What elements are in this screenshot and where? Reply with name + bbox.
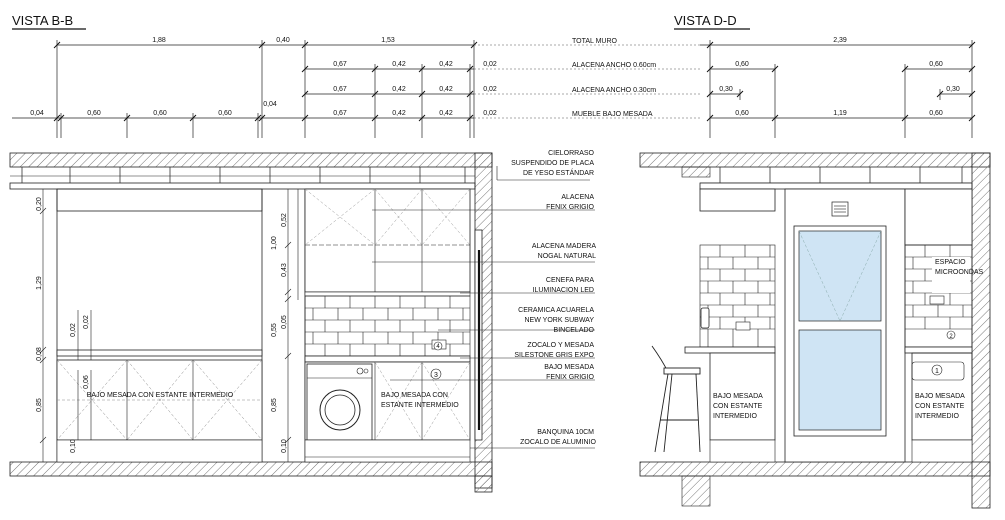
dim-r-r3-b: 0,30 — [946, 86, 960, 93]
svg-text:DE YESO ESTÁNDAR: DE YESO ESTÁNDAR — [522, 170, 594, 177]
dim-1-88: 1,88 — [152, 37, 166, 44]
dim-r4-a: 0,04 — [30, 110, 44, 117]
svg-text:1,00: 1,00 — [271, 236, 278, 250]
dim-r4-g: 0,42 — [392, 110, 406, 117]
label-microwave-1: ESPACIO — [935, 259, 966, 266]
dim-r3-c: 0,42 — [439, 86, 453, 93]
countertop-left — [57, 350, 262, 356]
svg-text:0,55: 0,55 — [271, 323, 278, 337]
countertop-mid — [305, 356, 470, 362]
label-mid-base-2: ESTANTE INTERMEDIO — [381, 402, 459, 409]
dim-r4-b: 0,60 — [87, 110, 101, 117]
svg-text:FENIX GRIGIO: FENIX GRIGIO — [546, 374, 594, 381]
title-vista-bb: VISTA B-B — [12, 13, 74, 28]
dim-r3-a: 0,67 — [333, 86, 347, 93]
svg-text:0,85: 0,85 — [36, 398, 43, 412]
annotations — [511, 150, 596, 446]
svg-text:ALACENA: ALACENA — [561, 194, 594, 201]
dim-2-39: 2,39 — [833, 37, 847, 44]
label-mid-base-1: BAJO MESADA CON — [381, 392, 448, 399]
svg-text:0,02: 0,02 — [70, 323, 77, 337]
svg-text:0,20: 0,20 — [36, 197, 43, 211]
svg-text:0,06: 0,06 — [83, 375, 90, 389]
marker-3: 3 — [434, 372, 438, 379]
glass-panel-bottom — [799, 330, 881, 430]
svg-text:CON ESTANTE: CON ESTANTE — [915, 403, 965, 410]
ceiling-slab-left — [10, 153, 492, 167]
phone-icon — [701, 308, 709, 328]
subway-tiles-right-a — [700, 245, 775, 347]
dim-r-r4-b: 1,19 — [833, 110, 847, 117]
upper-cabinet — [305, 189, 470, 292]
svg-text:BANQUINA 10CM: BANQUINA 10CM — [537, 429, 594, 436]
svg-text:BINCELADO: BINCELADO — [553, 327, 594, 334]
bar-stool — [652, 346, 700, 452]
svg-text:0,08: 0,08 — [36, 347, 43, 361]
label-right-base-a — [713, 393, 763, 420]
svg-text:0,05: 0,05 — [281, 315, 288, 329]
dim-r4-f: 0,67 — [333, 110, 347, 117]
svg-text:CON ESTANTE: CON ESTANTE — [713, 403, 763, 410]
dim-1-53: 1,53 — [381, 37, 395, 44]
ceiling-slab-right — [640, 153, 990, 167]
dim-r4-i: 0,02 — [483, 110, 497, 117]
dim-r4-c: 0,60 — [153, 110, 167, 117]
dim-r4-e: 0,04 — [263, 101, 277, 108]
label-alacena-30: ALACENA ANCHO 0.30cm — [572, 87, 657, 94]
svg-text:1,29: 1,29 — [36, 276, 43, 290]
dimension-ticks-left — [54, 42, 477, 121]
svg-text:0,85: 0,85 — [271, 398, 278, 412]
dim-r2-d: 0,02 — [483, 61, 497, 68]
dim-r-r4-c: 0,60 — [929, 110, 943, 117]
suspended-ceiling-left — [10, 183, 475, 189]
dim-r2-b: 0,42 — [392, 61, 406, 68]
dim-r2-a: 0,67 — [333, 61, 347, 68]
svg-text:INTERMEDIO: INTERMEDIO — [915, 413, 959, 420]
dim-r4-h: 0,42 — [439, 110, 453, 117]
dim-r-r2-a: 0,60 — [735, 61, 749, 68]
svg-text:BAJO MESADA: BAJO MESADA — [915, 393, 965, 400]
svg-text:0,02: 0,02 — [83, 315, 90, 329]
svg-text:BAJO MESADA: BAJO MESADA — [713, 393, 763, 400]
dim-0-40: 0,40 — [276, 37, 290, 44]
svg-text:FENIX GRIGIO: FENIX GRIGIO — [546, 204, 594, 211]
svg-text:SUSPENDIDO DE PLACA: SUSPENDIDO DE PLACA — [511, 160, 594, 167]
dim-r-r3-a: 0,30 — [719, 86, 733, 93]
wall-section-right — [972, 153, 990, 508]
svg-text:NEW YORK SUBWAY: NEW YORK SUBWAY — [524, 317, 594, 324]
leader-dots — [474, 45, 700, 118]
suspended-ceiling-right — [700, 183, 972, 189]
title-vista-dd: VISTA D-D — [674, 13, 737, 28]
glass-panel-top — [799, 231, 881, 321]
bulkhead-left — [57, 189, 262, 211]
marker-4: 4 — [436, 344, 440, 350]
dim-r4-d: 0,60 — [218, 110, 232, 117]
label-mueble-bajo: MUEBLE BAJO MESADA — [572, 111, 653, 118]
svg-text:0,10: 0,10 — [281, 439, 288, 453]
dim-r3-d: 0,02 — [483, 86, 497, 93]
svg-text:CERAMICA ACUARELA: CERAMICA ACUARELA — [518, 307, 594, 314]
dim-r-r2-b: 0,60 — [929, 61, 943, 68]
dim-r3-b: 0,42 — [392, 86, 406, 93]
svg-text:ALACENA MADERA: ALACENA MADERA — [531, 243, 596, 250]
svg-text:CENEFA PARA: CENEFA PARA — [545, 277, 594, 284]
svg-text:INTERMEDIO: INTERMEDIO — [713, 413, 757, 420]
floor-right — [640, 462, 990, 476]
marker-2: 2 — [949, 334, 953, 340]
svg-text:ILUMINACION LED: ILUMINACION LED — [532, 287, 594, 294]
dim-r2-c: 0,42 — [439, 61, 453, 68]
ceiling-hangers — [22, 167, 465, 183]
svg-text:0,10: 0,10 — [70, 439, 77, 453]
label-total-muro: TOTAL MURO — [572, 38, 617, 45]
dimension-lines-right — [700, 40, 972, 138]
floor-left — [10, 462, 492, 476]
svg-text:0,52: 0,52 — [281, 213, 288, 227]
svg-text:SILESTONE GRIS EXPO: SILESTONE GRIS EXPO — [514, 352, 594, 359]
label-alacena-60: ALACENA ANCHO 0.60cm — [572, 62, 657, 69]
label-right-base-b — [915, 393, 965, 420]
marker-1: 1 — [935, 368, 939, 375]
svg-text:ZOCALO DE ALUMINIO: ZOCALO DE ALUMINIO — [520, 439, 596, 446]
label-microwave-2: MICROONDAS — [935, 269, 984, 276]
label-left-base: BAJO MESADA CON ESTANTE INTERMEDIO — [86, 392, 234, 399]
svg-text:CIELORRASO: CIELORRASO — [548, 150, 594, 157]
svg-text:0,43: 0,43 — [281, 263, 288, 277]
svg-text:BAJO MESADA: BAJO MESADA — [544, 364, 594, 371]
svg-text:NOGAL NATURAL: NOGAL NATURAL — [537, 253, 596, 260]
dim-r-r4-a: 0,60 — [735, 110, 749, 117]
svg-text:ZOCALO Y MESADA: ZOCALO Y MESADA — [527, 342, 594, 349]
